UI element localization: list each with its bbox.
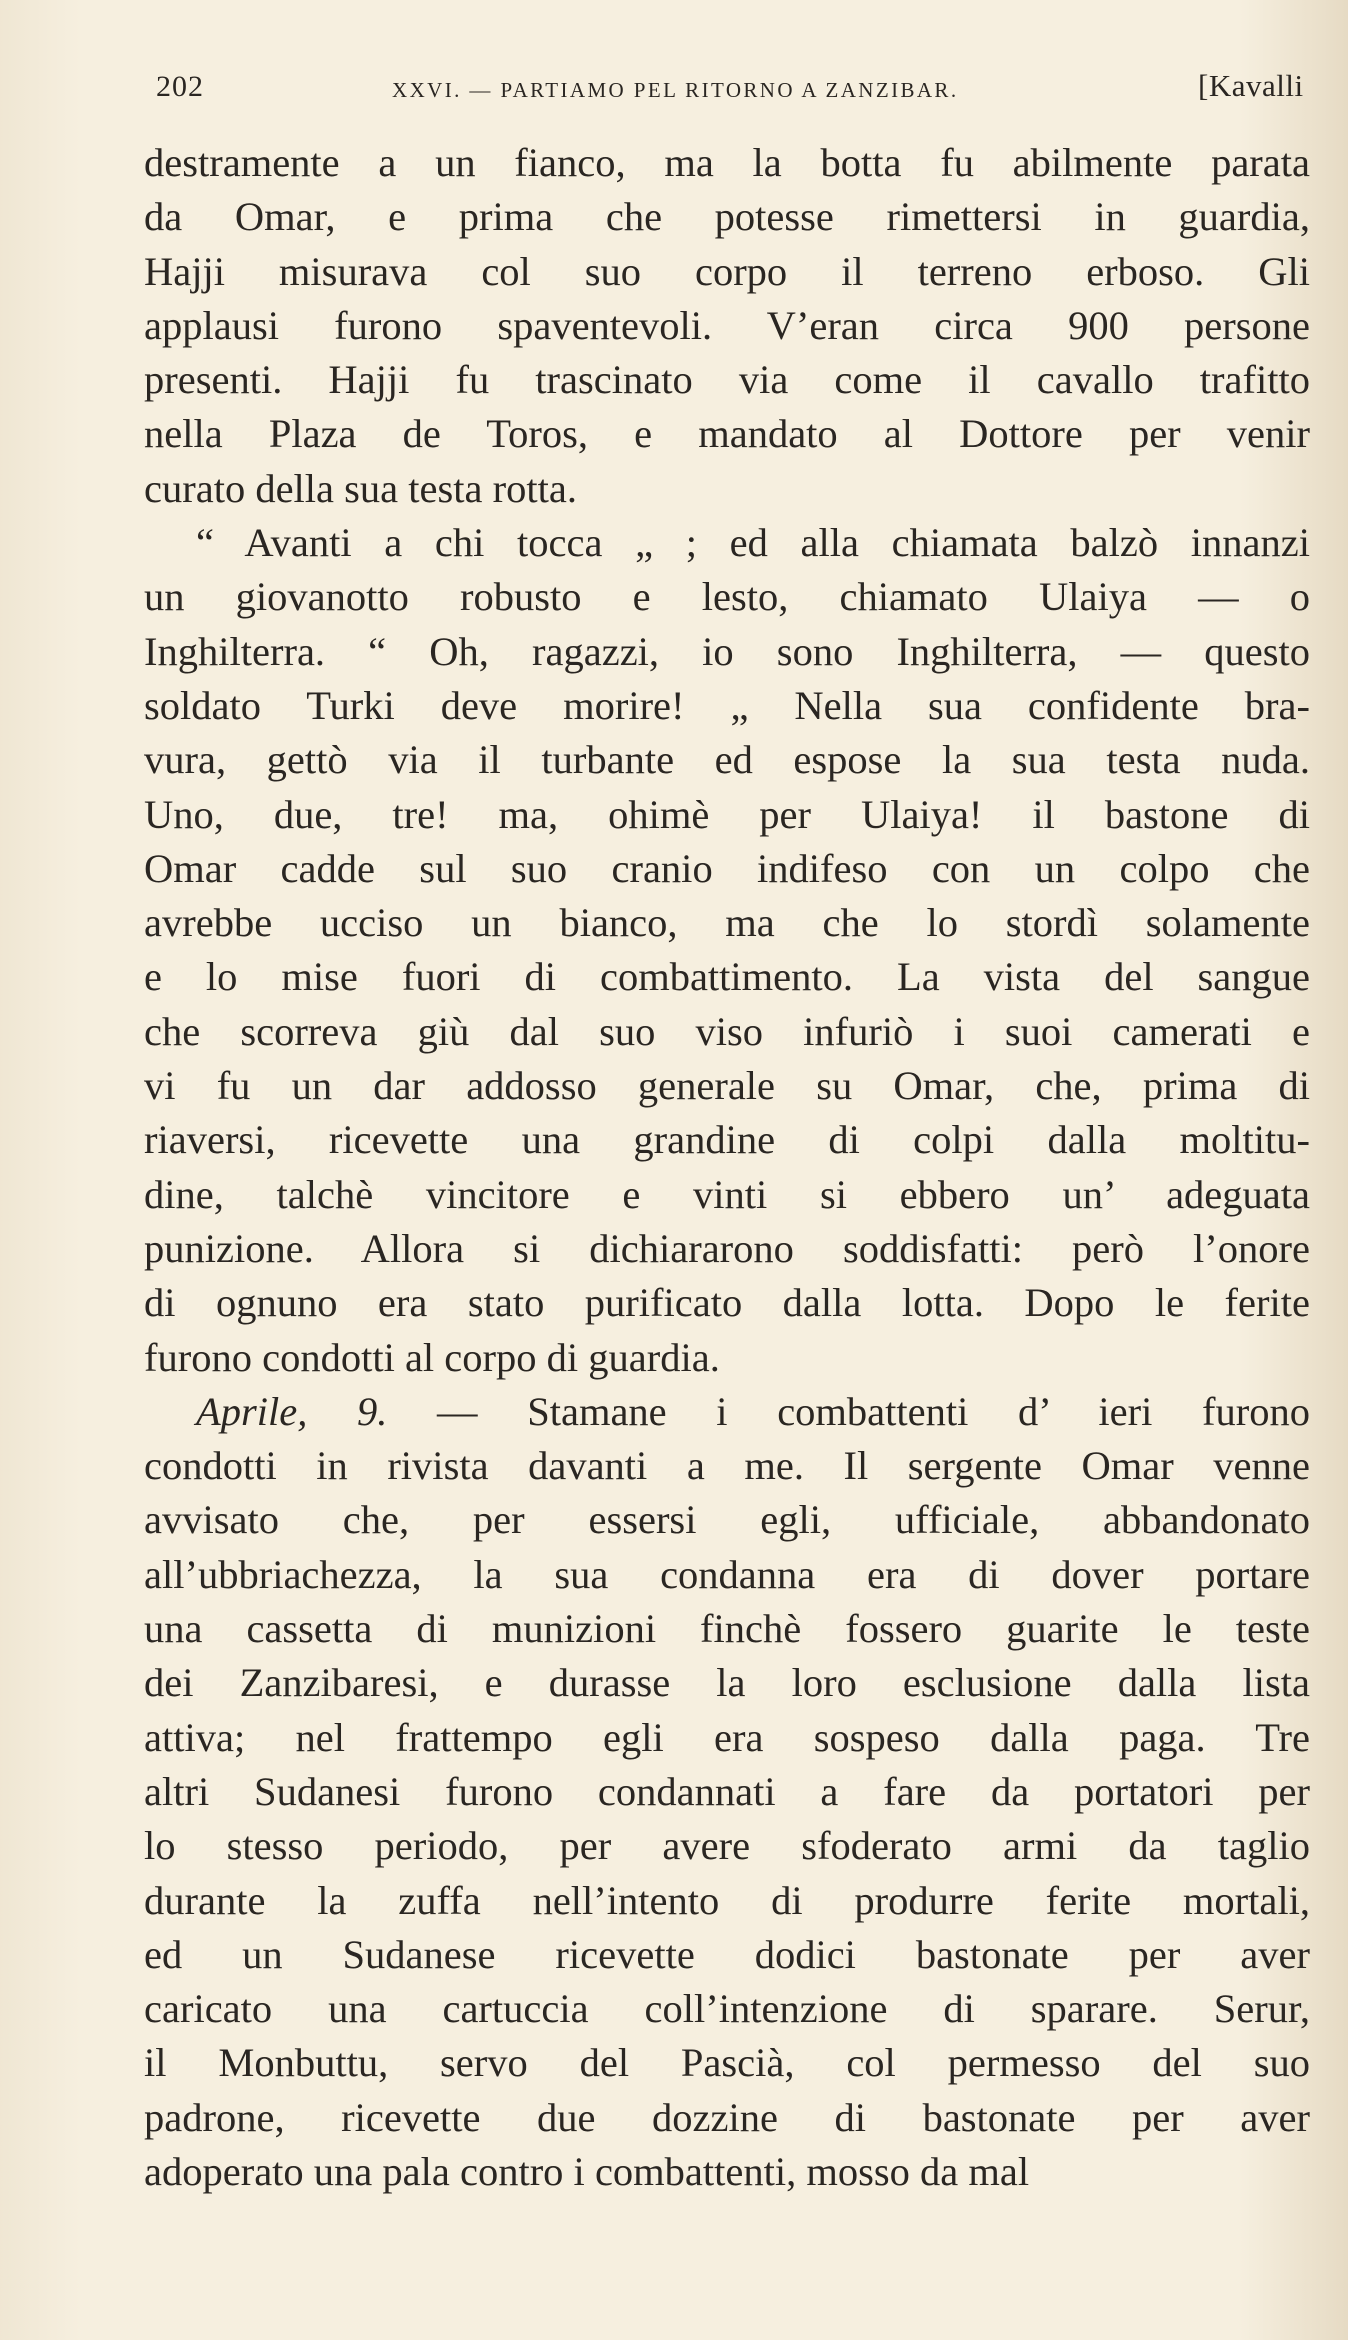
text-line: e lo mise fuori di combattimento. La vista del sangue (144, 954, 1310, 1000)
text-line: Omar cadde sul suo cranio indifeso con un colpo che (144, 845, 1310, 891)
text-line: che scorreva giù dal suo viso infuriò i suoi camerati e (144, 1008, 1310, 1054)
running-title: XXVI. — PARTIAMO PEL RITORNO A ZANZIBAR. (392, 78, 959, 102)
text-line (144, 1385, 1310, 1439)
text-line: da Omar, e prima che potesse rimettersi in guardia, (144, 194, 1310, 240)
text-line: condotti in rivista davanti a me. Il sergente Omar venne (144, 1443, 1310, 1489)
text-line: padrone, ricevette due dozzine di bastonate per aver (144, 2094, 1310, 2140)
text-line: vi fu un dar addosso generale su Omar, che, prima di (144, 1063, 1310, 1109)
text-line: riaversi, ricevette una grandine di colpi dalla moltitu- (144, 1117, 1310, 1163)
text-line: caricato una cartuccia coll’intenzione di sparare. Serur, (144, 1986, 1310, 2032)
text-line: nella Plaza de Toros, e mandato al Dottore per venir (144, 411, 1310, 457)
text-line: “ Avanti a chi tocca „ ; ed alla chiamata balzò innanzi (196, 520, 1310, 566)
text-line: dei Zanzibaresi, e durasse la loro esclusione dalla lista (144, 1660, 1310, 1706)
text-line: furono condotti al corpo di guardia. (144, 1334, 720, 1380)
page-number: 202 (156, 70, 204, 103)
text-line: applausi furono spaventevoli. V’eran circa 900 persone (144, 302, 1310, 348)
running-header-right: [Kavalli (1198, 68, 1304, 103)
text-line: altri Sudanesi furono condannati a fare da portatori per (144, 1768, 1310, 1814)
text-line: adoperato una pala contro i combattenti, mosso da mal (144, 2148, 1030, 2194)
text-line: avvisato che, per essersi egli, ufficiale, abbandonato (144, 1497, 1310, 1543)
text-line: una cassetta di munizioni finchè fossero guarite le teste (144, 1606, 1310, 1652)
entry-date: Aprile, 9. (196, 1388, 388, 1434)
text-line: di ognuno era stato purificato dalla lotta. Dopo le ferite (144, 1280, 1310, 1326)
page-header (140, 66, 1330, 126)
text-line: soldato Turki deve morire! „ Nella sua confidente bra- (144, 682, 1310, 728)
text-line: dine, talchè vincitore e vinti si ebbero un’ adeguata (144, 1171, 1310, 1217)
text-line: presenti. Hajji fu trascinato via come il cavallo trafitto (144, 357, 1310, 403)
text-line: all’ubbriachezza, la sua condanna era di dover portare (144, 1551, 1310, 1597)
text-line: attiva; nel frattempo egli era sospeso dalla paga. Tre (144, 1714, 1310, 1760)
text-line: un giovanotto robusto e lesto, chiamato Ulaiya — o (144, 574, 1310, 620)
text-line: Inghilterra. “ Oh, ragazzi, io sono Inghilterra, — questo (144, 628, 1310, 674)
text-line: curato della sua testa rotta. (144, 465, 577, 511)
text-line: ed un Sudanese ricevette dodici bastonate per aver (144, 1931, 1310, 1977)
text-line: avrebbe ucciso un bianco, ma che lo stordì solamente (144, 900, 1310, 946)
text-line: il Monbuttu, servo del Pascià, col permesso del suo (144, 2040, 1310, 2086)
text-line: Hajji misurava col suo corpo il terreno erboso. Gli (144, 248, 1310, 294)
entry-first-line: — Stamane i combattenti d’ ieri furono (437, 1388, 1311, 1434)
text-line: Uno, due, tre! ma, ohimè per Ulaiya! il bastone di (144, 791, 1310, 837)
body-text (144, 136, 1310, 2199)
text-line: destramente a un fianco, ma la botta fu abilmente parata (144, 140, 1310, 185)
text-line: punizione. Allora si dichiararono soddisfatti: però l’onore (144, 1225, 1310, 1271)
text-line: lo stesso periodo, per avere sfoderato armi da taglio (144, 1823, 1310, 1869)
text-line: durante la zuffa nell’intento di produrre ferite mortali, (144, 1877, 1310, 1923)
text-line: vura, gettò via il turbante ed espose la sua testa nuda. (144, 737, 1310, 783)
